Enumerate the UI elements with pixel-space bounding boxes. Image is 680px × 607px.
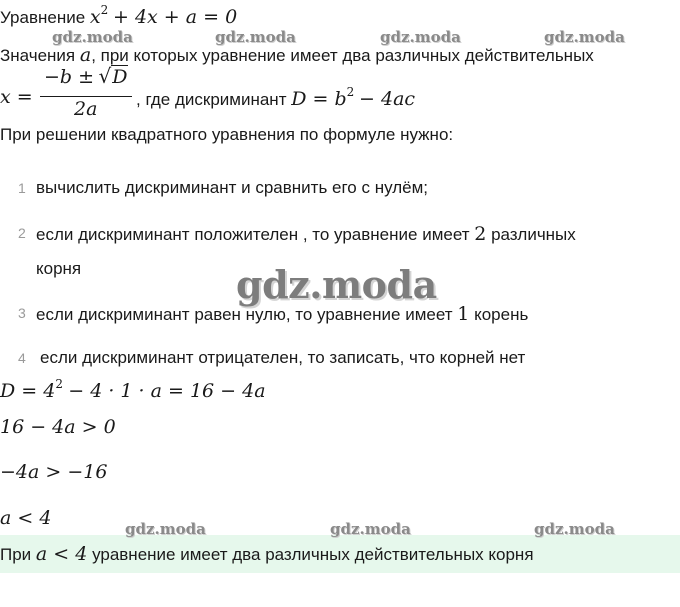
problem-title <box>0 3 238 28</box>
title-x: x <box>89 6 101 28</box>
intro-text <box>0 44 594 66</box>
watermark: gdz.moda <box>330 520 411 538</box>
formula-text <box>136 85 416 110</box>
calc-line <box>0 376 266 403</box>
sqrt-sign: √ <box>98 64 112 88</box>
title-prefix: Уравнение <box>0 8 86 27</box>
watermark: gdz.moda <box>534 520 615 538</box>
numerator-b: −b ± <box>44 66 95 88</box>
watermark: gdz.moda <box>544 28 625 46</box>
calc-part: − 4 · 1 · a = 16 − 4a <box>68 380 266 402</box>
step-text-part: если дискриминант равен нулю, то уравнение имеет <box>36 305 453 324</box>
rule-heading: При решении квадратного уравнения по формуле нужно: <box>0 125 454 144</box>
title-equation-rest: + 4x + a = 0 <box>113 6 238 28</box>
step-text-part: различных <box>491 225 576 244</box>
title-power: 2 <box>100 3 109 18</box>
watermark: gdz.moda <box>380 28 461 46</box>
answer-math: a < 4 <box>35 543 88 565</box>
formula-caption: , где дискриминант <box>136 90 287 109</box>
step-text-continued: корня <box>36 259 82 278</box>
step-math: 1 <box>457 303 470 325</box>
intro-prefix: Значения <box>0 46 76 65</box>
step-text-part: если дискриминант положителен , то уравнение имеет <box>36 225 470 244</box>
answer-prefix: При <box>0 545 32 564</box>
step-text <box>36 223 576 245</box>
calc-line: a < 4 <box>0 507 52 529</box>
step-number: 1 <box>18 180 26 196</box>
calc-part: D = 4 <box>0 380 56 402</box>
watermark-large: gdz.moda <box>236 262 437 307</box>
intro-rest: , при которых уравнение имеет два различных действительных <box>91 46 594 65</box>
step-number: 4 <box>18 350 26 366</box>
answer-text <box>0 543 534 565</box>
formula-lhs: x = <box>0 86 33 108</box>
step-number: 3 <box>18 305 26 321</box>
watermark: gdz.moda <box>215 28 296 46</box>
formula-denominator: 2a <box>74 98 98 116</box>
disc-power: 2 <box>346 85 355 100</box>
calc-power: 2 <box>55 376 63 391</box>
fraction-bar <box>40 96 132 97</box>
calc-line: 16 − 4a > 0 <box>0 416 116 438</box>
disc-lhs: D = b <box>291 88 347 110</box>
step-text-part: корень <box>474 305 529 324</box>
watermark: gdz.moda <box>125 520 206 538</box>
step-text: если дискриминант отрицателен, то записать, что корней нет <box>40 348 526 367</box>
step-math: 2 <box>474 223 487 245</box>
answer-rest: уравнение имеет два различных действительных корня <box>92 545 534 564</box>
numerator-d: D <box>112 66 128 88</box>
step-number: 2 <box>18 225 26 241</box>
intro-variable: a <box>79 44 92 66</box>
step-text <box>36 303 528 325</box>
step-text: вычислить дискриминант и сравнить его с нулём; <box>36 178 429 197</box>
watermark: gdz.moda <box>52 28 133 46</box>
formula-numerator <box>44 64 128 88</box>
disc-rest: − 4ac <box>359 88 416 110</box>
calc-line: −4a > −16 <box>0 461 108 483</box>
